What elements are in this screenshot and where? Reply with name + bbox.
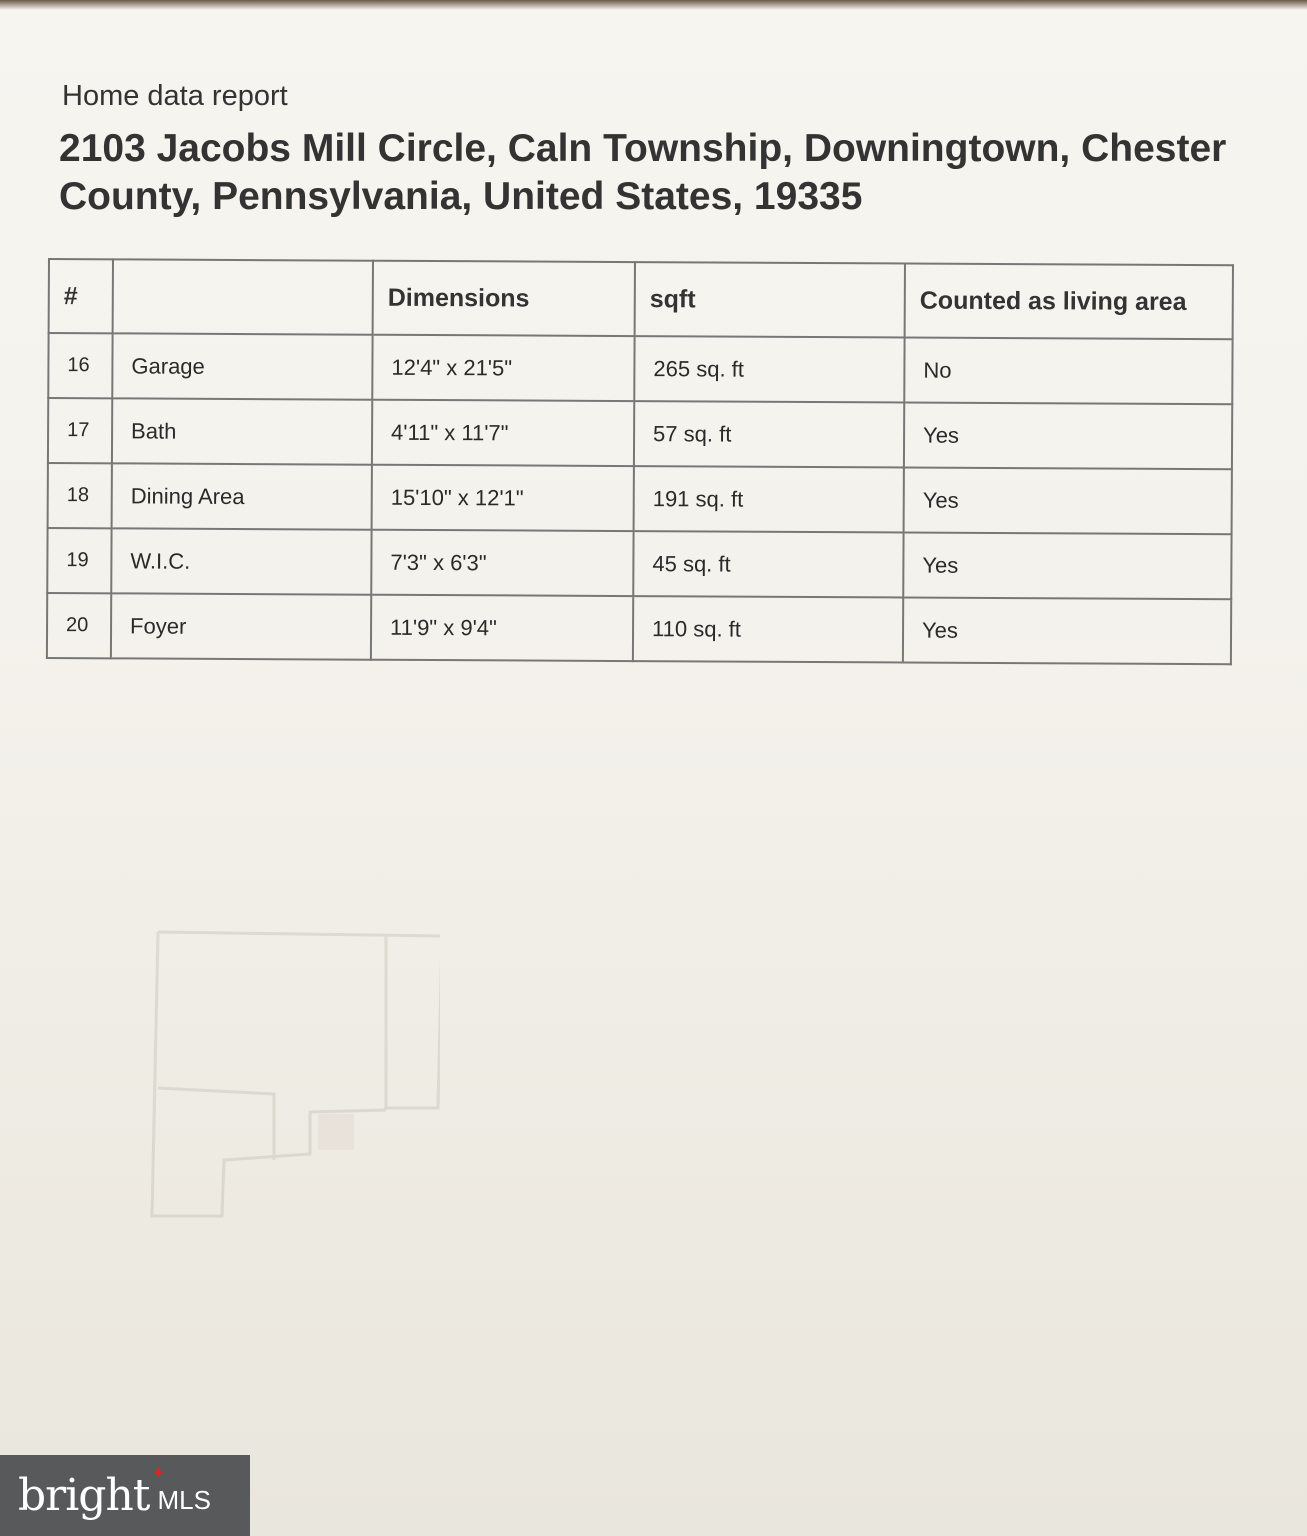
header-sqft: sqft [635, 262, 905, 337]
row-dimensions: 4'11" x 11'7" [372, 400, 634, 466]
table-row [47, 528, 1231, 599]
header-room [113, 259, 373, 334]
logo-wordmark: bright [18, 1470, 150, 1521]
row-living-area: Yes [903, 532, 1231, 599]
row-sqft: 191 sq. ft [634, 466, 904, 532]
property-address: 2103 Jacobs Mill Circle, Caln Township, Downingtown, Chester County, Pennsylvania, United States, 19335 [59, 127, 1227, 218]
rooms-table-container [46, 258, 1234, 665]
brightmls-logo [0, 1455, 250, 1536]
row-living-area: No [904, 337, 1232, 404]
row-dimensions: 15'10" x 12'1" [372, 465, 634, 531]
header-number: # [49, 259, 113, 333]
row-living-area: Yes [904, 402, 1232, 469]
row-sqft: 265 sq. ft [634, 336, 904, 402]
row-dimensions: 7'3" x 6'3" [371, 530, 633, 596]
row-room: W.I.C. [111, 528, 371, 594]
row-room: Dining Area [112, 463, 372, 529]
row-dimensions: 12'4" x 21'5" [372, 335, 634, 401]
row-living-area: Yes [904, 467, 1232, 534]
row-number: 19 [47, 528, 111, 593]
row-dimensions: 11'9" x 9'4" [371, 595, 633, 661]
table-row [48, 333, 1232, 404]
row-sqft: 45 sq. ft [633, 531, 903, 597]
bleed-through-floorplan [150, 928, 440, 1218]
table-row [47, 593, 1231, 664]
row-number: 20 [47, 593, 111, 658]
row-sqft: 57 sq. ft [634, 401, 904, 467]
logo-suffix: MLS [157, 1485, 211, 1515]
row-living-area: Yes [903, 597, 1231, 664]
row-room: Foyer [111, 593, 371, 659]
table-row [48, 398, 1232, 469]
row-room: Garage [112, 333, 372, 399]
table-row [48, 463, 1232, 534]
header-living-area: Counted as living area [905, 263, 1233, 339]
report-label: Home data report [62, 80, 288, 112]
logo-star-icon: ✦ [152, 1465, 166, 1482]
row-sqft: 110 sq. ft [633, 596, 903, 662]
page-top-shadow [0, 0, 1307, 10]
row-number: 16 [48, 333, 112, 398]
row-number: 18 [48, 463, 112, 528]
table-header-row [49, 259, 1233, 339]
header-dimensions: Dimensions [373, 261, 635, 336]
row-number: 17 [48, 398, 112, 463]
rooms-table [46, 258, 1234, 665]
row-room: Bath [112, 398, 372, 464]
